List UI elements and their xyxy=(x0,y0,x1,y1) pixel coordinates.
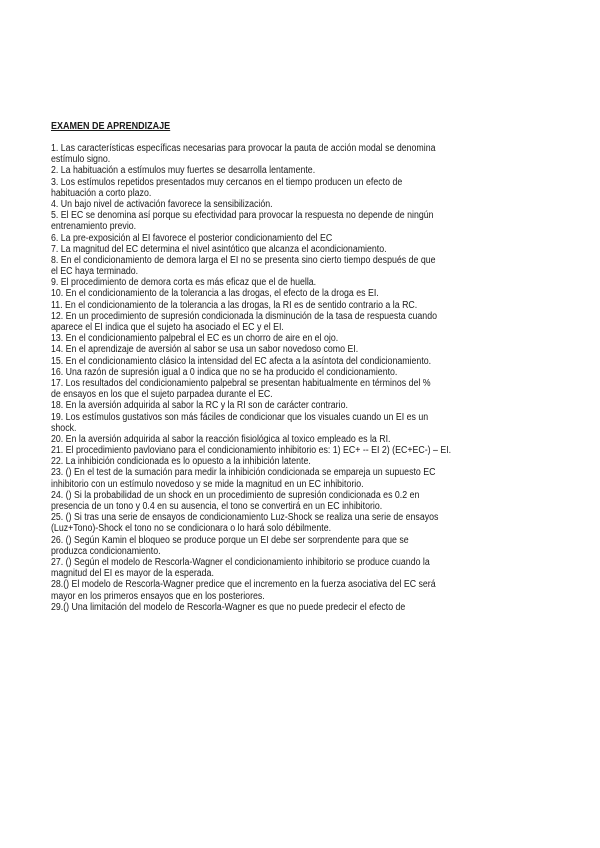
question-item xyxy=(51,467,551,489)
question-text-line: 23. () En el test de la sumación para medir la inhibición condicionada se empareja un supuesto EC xyxy=(51,467,436,479)
question-item xyxy=(51,602,551,613)
question-text-line: el EC haya terminado. xyxy=(51,266,139,278)
question-text-line: 20. En la aversión adquirida al sabor la reacción fisiológica al toxico empleado es la RI. xyxy=(51,433,391,445)
question-item xyxy=(51,344,551,355)
question-item xyxy=(51,233,551,244)
question-text-line: 18. En la aversión adquirida al sabor la RC y la RI son de carácter contrario. xyxy=(51,400,348,412)
question-item xyxy=(51,490,551,512)
question-item xyxy=(51,288,551,299)
question-item xyxy=(51,333,551,344)
question-text-line: 11. En el condicionamiento de la tolerancia a las drogas, la RI es de sentido contrario a la RC. xyxy=(51,299,418,311)
question-item xyxy=(51,367,551,378)
question-list xyxy=(51,143,551,613)
question-item xyxy=(51,535,551,557)
question-text-line: 19. Los estímulos gustativos son más fáciles de condicionar que los visuales cuando un EI es un xyxy=(51,411,429,423)
question-item xyxy=(51,434,551,445)
question-text-line: 12. En un procedimiento de supresión condicionada la disminución de la tasa de respuesta cuando xyxy=(51,310,437,322)
question-text-line: (Luz+Tono)-Shock el tono no se condicionara o lo hará solo débilmente. xyxy=(51,523,332,535)
question-item xyxy=(51,412,551,434)
question-item xyxy=(51,356,551,367)
question-item xyxy=(51,445,551,456)
question-item xyxy=(51,378,551,400)
question-item xyxy=(51,400,551,411)
question-text-line: 22. La inhibición condicionada es lo opuesto a la inhibición latente. xyxy=(51,456,311,468)
question-text-line: presencia de un tono y 0.4 en su ausencia, el tono se convertirá en un EC inhibitorio. xyxy=(51,501,383,512)
question-text-line: de ensayos en los que el sujeto parpadea durante el EC. xyxy=(51,389,273,401)
question-text-line: 13. En el condicionamiento palpebral el EC es un chorro de aire en el ojo. xyxy=(51,333,339,345)
question-text-line: 25. () Si tras una serie de ensayos de condicionamiento Luz-Shock se realiza una serie de ensayos xyxy=(51,512,439,524)
question-item xyxy=(51,165,551,176)
question-item xyxy=(51,311,551,333)
question-text-line: mayor en los primeros ensayos que en los posteriores. xyxy=(51,590,265,602)
question-text-line: 28.() El modelo de Rescorla-Wagner predice que el incremento en la fuerza asociativa del EC será xyxy=(51,579,436,591)
question-text-line: 26. () Según Kamin el bloqueo se produce porque un EI debe ser sorprendente para que se xyxy=(51,534,409,546)
question-text-line: 3. Los estímulos repetidos presentados muy cercanos en el tiempo producen un efecto de xyxy=(51,176,403,188)
question-item xyxy=(51,244,551,255)
question-item xyxy=(51,277,551,288)
question-text-line: 5. El EC se denomina así porque su efectividad para provocar la respuesta no depende de ningún xyxy=(51,210,434,222)
question-text-line: 2. La habituación a estímulos muy fuertes se desarrolla lentamente. xyxy=(51,165,316,177)
question-item xyxy=(51,456,551,467)
question-item xyxy=(51,210,551,232)
question-text-line: 7. La magnitud del EC determina el nivel asintótico que alcanza el acondicionamiento. xyxy=(51,243,387,255)
question-text-line: aparece el EI indica que el sujeto ha asociado el EC y el EI. xyxy=(51,322,284,333)
question-text-line: 15. En el condicionamiento clásico la intensidad del EC afecta a la asíntota del condicionamiento. xyxy=(51,355,432,367)
question-item xyxy=(51,255,551,277)
question-text-line: 6. La pre-exposición al EI favorece el posterior condicionamiento del EC xyxy=(51,232,333,244)
question-text-line: shock. xyxy=(51,422,77,434)
question-item xyxy=(51,199,551,210)
question-text-line: entrenamiento previo. xyxy=(51,221,137,233)
question-text-line: produzca condicionamiento. xyxy=(51,545,161,557)
question-item xyxy=(51,300,551,311)
question-text-line: 16. Una razón de supresión igual a 0 indica que no se ha producido el condicionamiento. xyxy=(51,366,398,378)
question-text-line: 29.() Una limitación del modelo de Rescorla-Wagner es que no puede predecir el efecto de xyxy=(51,601,406,613)
question-text-line: inhibitorio con un estímulo novedoso y se mide la magnitud en un EC inhibitorio. xyxy=(51,478,364,490)
question-text-line: magnitud del EI es mayor de la esperada. xyxy=(51,568,214,580)
question-text-line: 10. En el condicionamiento de la tolerancia a las drogas, el efecto de la droga es EI. xyxy=(51,288,379,300)
document-title: EXAMEN DE APRENDIZAJE xyxy=(51,121,171,132)
question-text-line: 21. El procedimiento pavloviano para el condicionamiento inhibitorio es: 1) EC+ -- EI 2) (EC+EC-) – EI. xyxy=(51,445,452,457)
question-text-line: 9. El procedimiento de demora corta es más eficaz que el de huella. xyxy=(51,277,317,289)
question-item xyxy=(51,512,551,534)
question-text-line: 17. Los resultados del condicionamiento palpebral se presentan habitualmente en términos del % xyxy=(51,377,431,389)
question-item xyxy=(51,579,551,601)
question-item xyxy=(51,177,551,199)
question-item xyxy=(51,557,551,579)
question-text-line: 1. Las características específicas necesarias para provocar la pauta de acción modal se denomina xyxy=(51,143,436,154)
question-text-line: 4. Un bajo nivel de activación favorece la sensibilización. xyxy=(51,198,273,210)
question-text-line: 14. En el aprendizaje de aversión al sabor se usa un sabor novedoso como EI. xyxy=(51,344,359,356)
question-text-line: estímulo signo. xyxy=(51,154,111,166)
question-text-line: 27. () Según el modelo de Rescorla-Wagner el condicionamiento inhibitorio se produce cuando la xyxy=(51,556,430,568)
question-text-line: habituación a corto plazo. xyxy=(51,187,152,199)
question-text-line: 24. () Si la probabilidad de un shock en un procedimiento de supresión condicionada es 0.2 en xyxy=(51,489,420,501)
question-text-line: 8. En el condicionamiento de demora larga el EI no se presenta sino cierto tiempo después de que xyxy=(51,254,436,266)
question-item xyxy=(51,143,551,165)
